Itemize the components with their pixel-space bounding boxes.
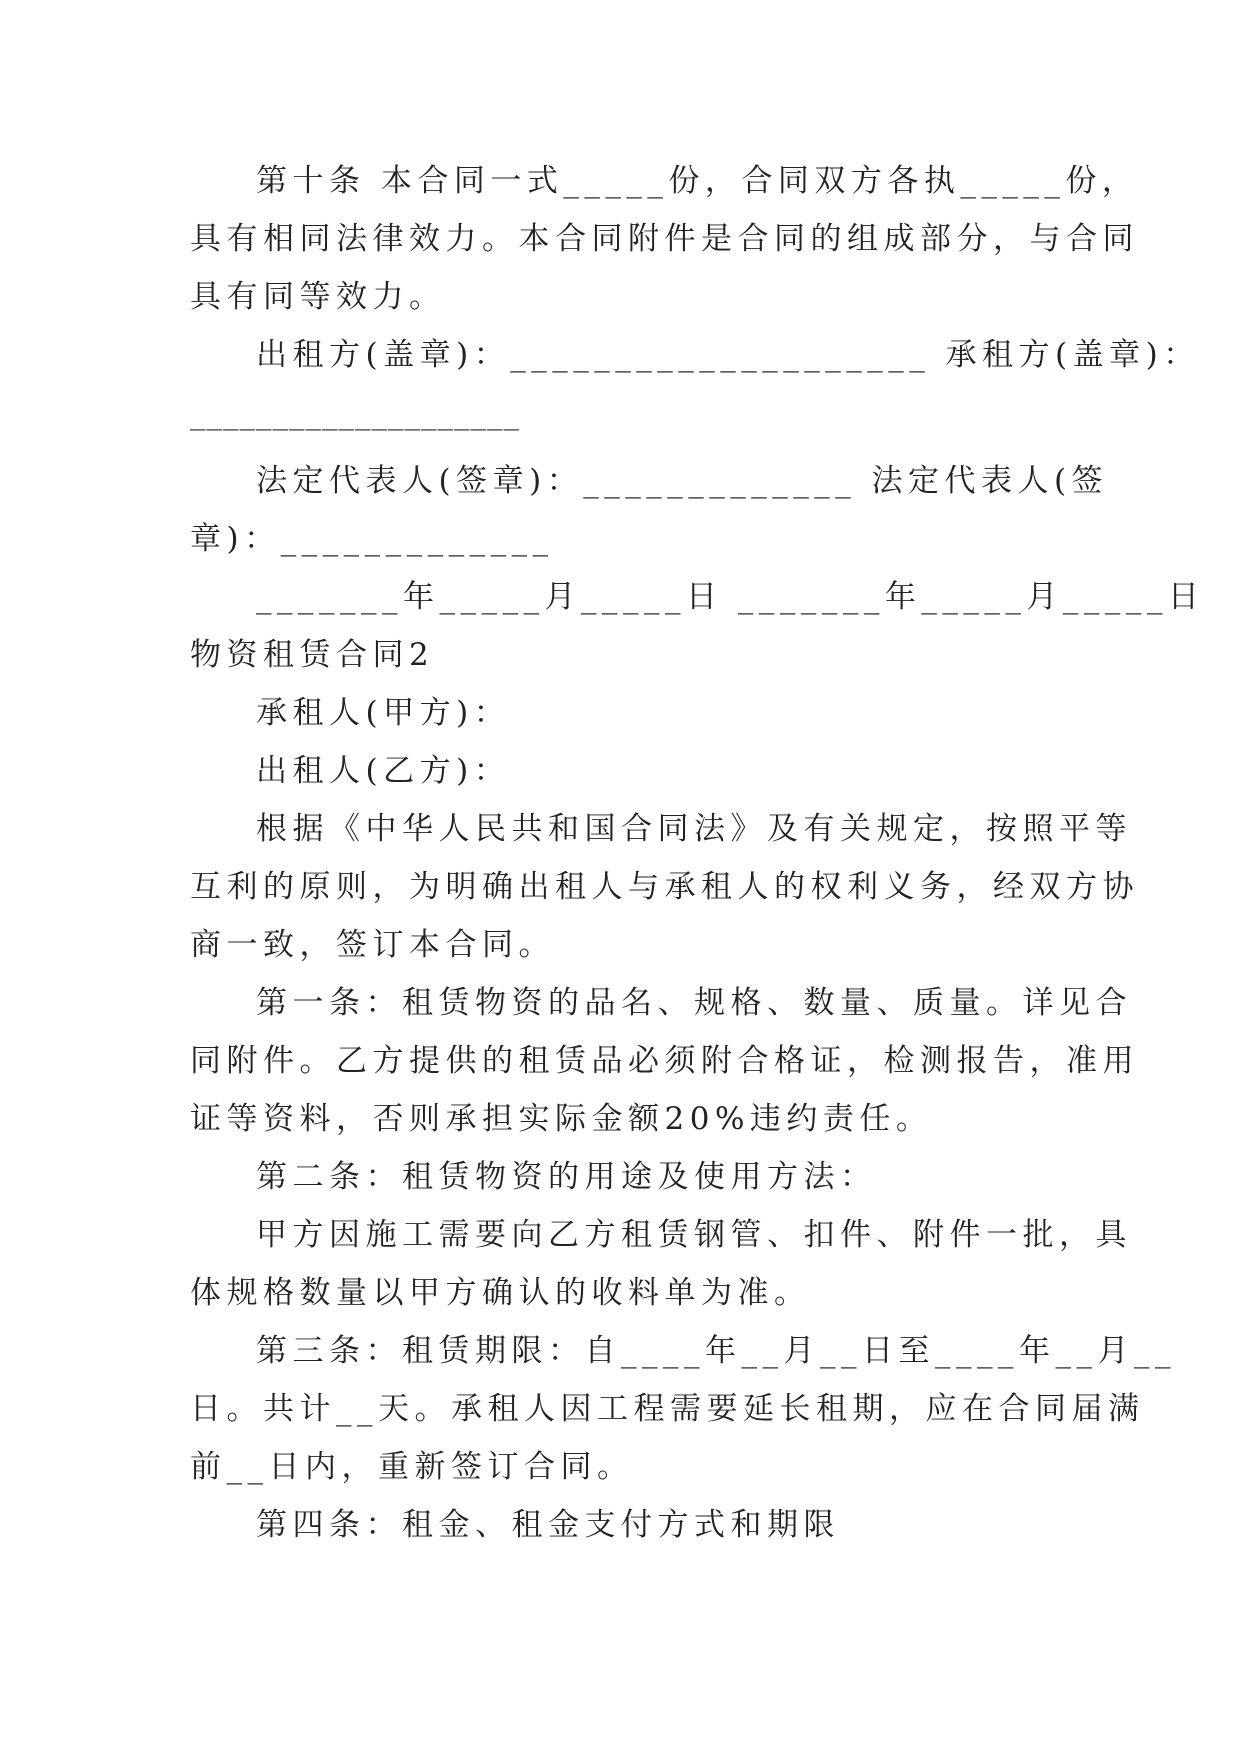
preamble-line-2: 互利的原则，为明确出租人与承租人的权利义务，经双方协 bbox=[190, 869, 1139, 905]
article-2-line-2: 体规格数量以甲方确认的收料单为准。 bbox=[190, 1275, 811, 1311]
article-1-line-3: 证等资料，否则承担实际金额20%违约责任。 bbox=[190, 1101, 933, 1137]
contract-text bbox=[190, 152, 1205, 1554]
article-1-line-1: 第一条：租赁物资的品名、规格、数量、质量。详见合 bbox=[256, 985, 1132, 1021]
lessee-party-a: 承租人(甲方)： bbox=[256, 695, 511, 731]
article-4-title: 第四条：租金、租金支付方式和期限 bbox=[256, 1507, 840, 1543]
article-3-line-3: 前__日内，重新签订合同。 bbox=[190, 1449, 634, 1485]
representative-sign-line-1: 法定代表人(签章)：_____________ 法定代表人(签 bbox=[256, 463, 1109, 499]
article-2-title: 第二条：租赁物资的用途及使用方法： bbox=[256, 1159, 877, 1195]
representative-sign-line-2: 章)：_____________ bbox=[190, 521, 554, 557]
article-2-line-1: 甲方因施工需要向乙方租赁钢管、扣件、附件一批，具 bbox=[256, 1217, 1132, 1253]
article-3-line-1: 第三条：租赁期限：自____年__月__日至____年__月__ bbox=[256, 1333, 1176, 1369]
article-10-line-1: 第十条 本合同一式_____份，合同双方各执_____份， bbox=[256, 163, 1139, 199]
preamble-line-1: 根据《中华人民共和国合同法》及有关规定，按照平等 bbox=[256, 811, 1132, 847]
preamble-line-3: 商一致，签订本合同。 bbox=[190, 927, 555, 963]
article-1-line-2: 同附件。乙方提供的租赁品必须附合格证，检测报告，准用 bbox=[190, 1043, 1139, 1079]
lessor-seal-line: 出租方(盖章)：____________________ 承租方(盖章)： bbox=[256, 337, 1200, 373]
article-3-line-2: 日。共计__天。承租人因工程需要延长租期，应在合同届满 bbox=[190, 1391, 1145, 1427]
article-10-line-3: 具有同等效力。 bbox=[190, 279, 446, 315]
date-line: _______年_____月_____日 _______年_____月_____日 bbox=[256, 579, 1205, 615]
lessor-party-b: 出租人(乙方)： bbox=[256, 753, 511, 789]
contract-2-title: 物资租赁合同2 bbox=[190, 637, 435, 673]
article-10-line-2: 具有相同法律效力。本合同附件是合同的组成部分，与合同 bbox=[190, 221, 1139, 257]
lessee-seal-blank: ____________________ bbox=[190, 395, 520, 431]
